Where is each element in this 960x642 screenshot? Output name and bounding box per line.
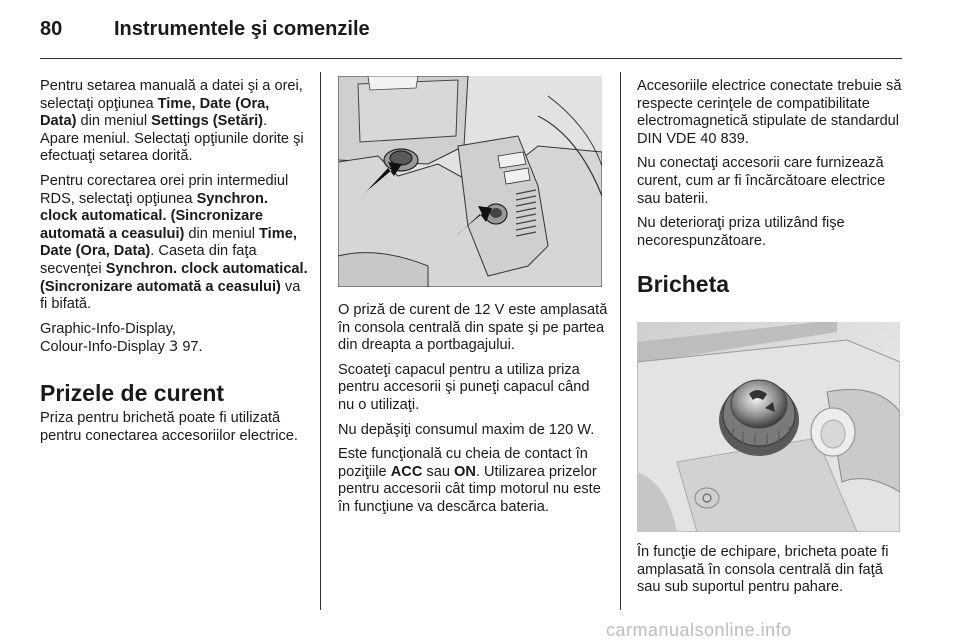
paragraph-manual-date-time: Pentru setarea manuală a datei şi a orei, selectaţi opţiunea Time, Date (Ora, Data) din meniul Settings (Setări). Apare meniul. Selectaţi opţiunile dorite şi efectuaţi setarea dorită. xyxy=(40,78,304,165)
menu-option-synchron: Synchron. clock automatical. (Sincronizare automată a ceasului) xyxy=(40,190,268,242)
paragraph-rds-clock: Pentru corectarea orei prin intermediul RDS, selectaţi opţiunea Synchron. clock automatical. (Sincronizare automată a ceasului) din meniul Time, Date (Ora, Data). Caseta din faţa secvenţei Synchron. clock automatical. (Sincronizare automată a ceasului) va fi bifată. xyxy=(40,172,308,313)
column-3-bottom xyxy=(637,544,905,597)
paragraph-ignition: Este funcţională cu cheia de contact în poziţiile ACC sau ON. Utilizarea prizelor pentru accesorii cât timp motorul nu este în funcţiune va descărca bateria. xyxy=(338,446,601,515)
paragraph-12v-outlet: O priză de curent de 12 V este amplasată în consola centrală din spate şi pe partea din dreapta a portbagajului. xyxy=(338,302,608,354)
column-1 xyxy=(40,78,308,452)
header-rule xyxy=(40,58,902,59)
watermark: carmanualsonline.info xyxy=(606,620,792,640)
menu-option-synchron-2: Synchron. clock automatical. (Sincronizare automată a ceasului) xyxy=(40,260,308,295)
power-outlet-drawing xyxy=(338,76,602,287)
page-number: 80 xyxy=(40,18,63,40)
paragraph-outlets-intro: Priza pentru brichetă poate fi utilizată pentru conectarea accesoriilor electrice. xyxy=(40,409,298,444)
paragraph-no-damage: Nu deterioraţi priza utilizând fişe necorespunzătoare. xyxy=(637,215,845,249)
page-reference-icon[interactable]: 3 xyxy=(168,338,179,356)
menu-time-date: Time, Date (Ora, Data) xyxy=(40,225,297,260)
column-2 xyxy=(338,302,608,524)
menu-option-time-date: Time, Date (Ora, Data) xyxy=(40,95,270,130)
column-divider-2 xyxy=(620,72,621,610)
column-divider-1 xyxy=(320,72,321,610)
paragraph-lighter-location: În funcţie de echipare, bricheta poate fi amplasată în consola centrală din faţă sau sub suportul pentru pahare. xyxy=(637,544,889,596)
lighter-drawing xyxy=(637,322,900,532)
paragraph-max-consumption: Nu depăşiţi consumul maxim de 120 W. xyxy=(338,421,595,438)
paragraph-display-ref: Graphic-Info-Display, Colour-Info-Display 3 97. xyxy=(40,320,203,356)
section-title: Instrumentele şi comenzile xyxy=(114,18,370,40)
ignition-on: ON xyxy=(454,463,476,480)
ignition-acc: ACC xyxy=(390,463,423,480)
page-header xyxy=(40,18,902,48)
menu-settings: Settings (Setări) xyxy=(151,113,264,130)
column-3 xyxy=(637,78,905,298)
power-outlet-illustration xyxy=(338,76,602,287)
cigarette-lighter-photo xyxy=(637,322,900,532)
paragraph-cover: Scoateţi capacul pentru a utiliza priza pentru accesorii şi puneţi capacul când nu o utilizaţi. xyxy=(338,361,590,413)
heading-power-outlets: Prizele de curent xyxy=(40,379,225,406)
paragraph-emc: Accesoriile electrice conectate trebuie să respecte cerinţele de compatibilitate electromagnetică stipulate de standardul DIN VDE 40 839. xyxy=(637,78,902,147)
heading-lighter: Bricheta xyxy=(637,271,730,298)
paragraph-no-chargers: Nu conectaţi accesorii care furnizează curent, cum ar fi încărcătoare electrice sau baterii. xyxy=(637,155,886,207)
